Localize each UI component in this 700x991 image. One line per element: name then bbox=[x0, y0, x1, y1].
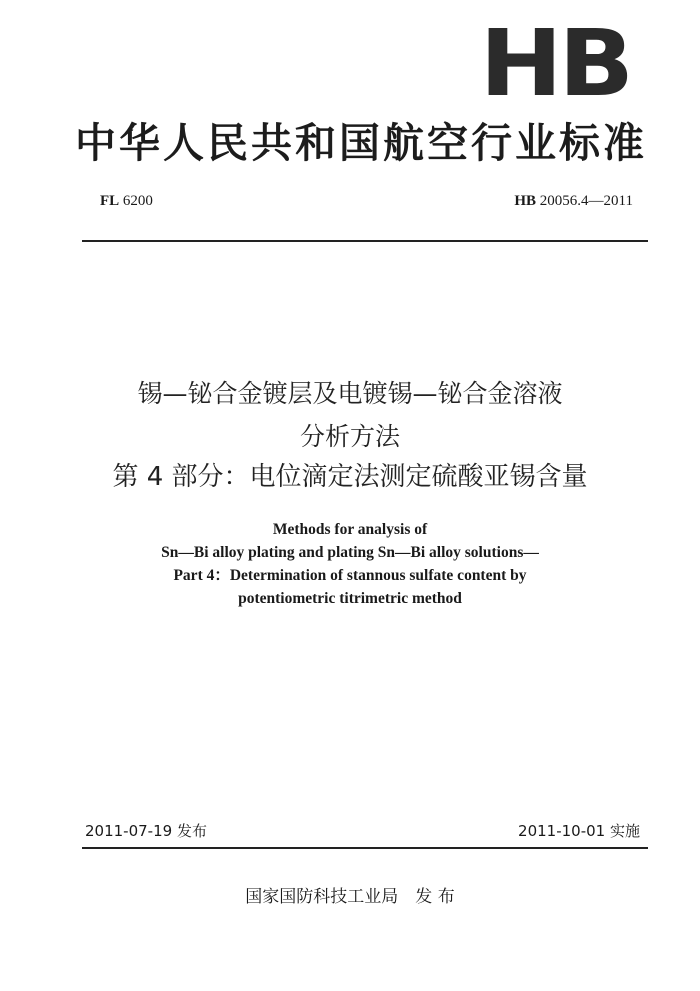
en-title-line-4: potentiometric titrimetric method bbox=[238, 590, 462, 607]
cn-title-line-3: 第 4 部分：电位滴定法测定硫酸亚锡含量 bbox=[112, 462, 588, 492]
classification-code bbox=[100, 193, 153, 210]
classification-prefix: FL bbox=[100, 193, 120, 209]
cn-title-line-2: 分析方法 bbox=[299, 422, 400, 451]
cn-title-line-1: 锡—铋合金镀层及电镀锡—铋合金溶液 bbox=[137, 379, 563, 408]
implementation-date: 2011-10-01 实施 bbox=[518, 822, 640, 840]
standard-type-heading: 中华人民共和国航空行业标准 bbox=[75, 119, 647, 167]
classification-number: 6200 bbox=[122, 193, 153, 209]
en-title-line-3: Part 4：Determination of stannous sulfate content by bbox=[173, 567, 527, 584]
bottom-divider bbox=[82, 847, 648, 849]
standard-number-value: 20056.4—2011 bbox=[539, 193, 633, 209]
standard-prefix: HB bbox=[514, 193, 537, 209]
en-title-line-1: Methods for analysis of bbox=[272, 521, 428, 538]
standard-number bbox=[514, 193, 633, 210]
en-title-line-2: Sn—Bi alloy plating and plating Sn—Bi alloy solutions— bbox=[161, 544, 539, 561]
issue-date: 2011-07-19 发布 bbox=[85, 822, 207, 840]
issuer: 国家国防科技工业局 发 布 bbox=[245, 887, 455, 907]
hb-logo: HB bbox=[479, 10, 630, 117]
top-divider bbox=[82, 240, 648, 242]
